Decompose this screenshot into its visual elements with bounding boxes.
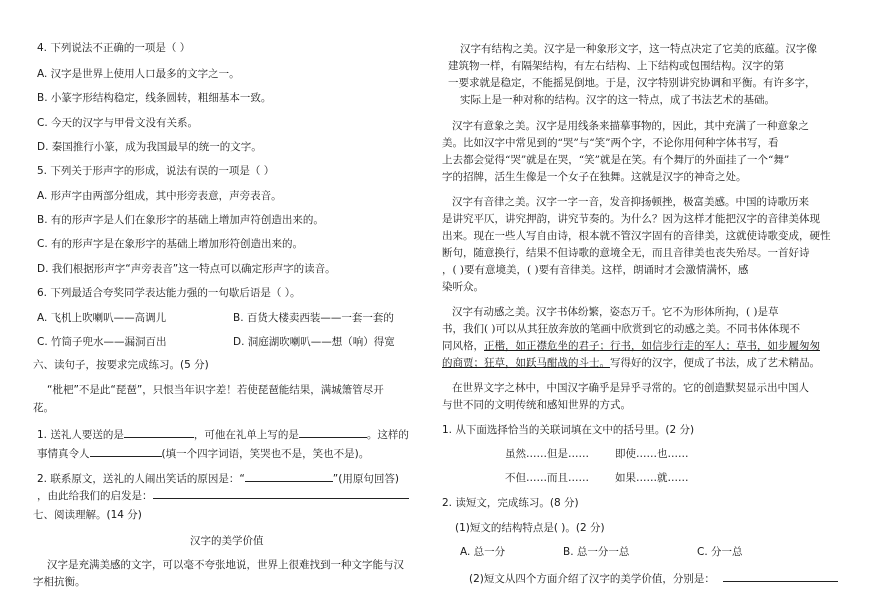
para-music-line3: 出来。现在一些人写自由诗，根本就不管汉字固有的音律美，这就使诗歌变成，硬性 bbox=[442, 230, 831, 242]
q4-option-b: B. 小篆字形结构稳定，线条圆转，粗细基本一致。 bbox=[37, 92, 272, 104]
para-motion-line1: 汉字有动感之美。汉字书体纷繁，姿态万千。它不为形体所拘，( )是草 bbox=[452, 306, 779, 318]
sec6-sentence-line2: 花。 bbox=[33, 402, 54, 414]
para-structure-line1: 汉字有结构之美。汉字是一种象形文字，这一特点决定了它美的底蕴。汉字像 bbox=[460, 43, 817, 55]
q4-stem: 4. 下列说法不正确的一项是（ ） bbox=[37, 42, 191, 54]
blank-idiom[interactable] bbox=[90, 445, 162, 457]
para-meaning-line1: 汉字有意象之美。汉字是用线条来描摹事物的，因此，其中充满了一种意象之 bbox=[452, 120, 809, 132]
para-motion-line3: 同风格，正楷，如正襟危坐的君子；行书，如信步行走的军人；草书，如步履匆匆 bbox=[442, 340, 820, 352]
blank-reason[interactable] bbox=[245, 470, 333, 482]
article-para1-line1: 汉字是充满美感的文字，可以毫不夸张地说，世界上很难找到一种文字能与汉 bbox=[47, 559, 404, 571]
word-pair-4: 如果……就…… bbox=[615, 472, 689, 484]
q6-option-a: A. 飞机上吹喇叭——高调儿 bbox=[37, 312, 167, 324]
q2-sub1: (1)短文的结构特点是( )。(2 分) bbox=[455, 522, 605, 534]
para-meaning-line2: 美。比如汉字中常见到的“哭”与“笑”两个字，不论你用何种字体书写，看 bbox=[442, 137, 779, 149]
q5-option-a: A. 形声字由两部分组成，其中形旁表意，声旁表音。 bbox=[37, 190, 282, 202]
right-column bbox=[435, 0, 860, 615]
q5-stem: 5. 下列关于形声字的形成，说法有误的一项是（ ） bbox=[37, 165, 275, 177]
section-7-title: 七、阅读理解。(14 分) bbox=[33, 509, 142, 521]
q6-option-c: C. 竹筒子兜水——漏洞百出 bbox=[37, 336, 167, 348]
q5-option-b: B. 有的形声字是人们在象形字的基础上增加声符创造出来的。 bbox=[37, 214, 324, 226]
sec6-sentence-line1: “枇杷”不是此“琵琶”，只恨当年识字差！若使琵琶能结果，满城箫管尽开 bbox=[47, 384, 384, 396]
blank-gift-intended[interactable] bbox=[124, 426, 194, 438]
blank-gift-written[interactable] bbox=[299, 426, 367, 438]
para-meaning-line3: 上去都会觉得“哭”就是在哭，“笑”就是在笑。有个舞厅的外面挂了一个“舞” bbox=[442, 154, 790, 166]
q5-option-c: C. 有的形声字是在象形字的基础上增加形符创造出来的。 bbox=[37, 238, 304, 250]
left-column bbox=[0, 0, 410, 615]
q6-option-b: B. 百货大楼卖西装——一套一套的 bbox=[233, 312, 394, 324]
q5-option-d: D. 我们根据形声字“声旁表音”这一特点可以确定形声字的读音。 bbox=[37, 263, 336, 275]
q6-option-d: D. 洞庭湖吹喇叭——想（响）得宽 bbox=[233, 336, 395, 348]
q4-option-a: A. 汉字是世界上使用人口最多的文字之一。 bbox=[37, 68, 240, 80]
para-meaning-line4: 字的招牌，活生生像是一个女子在独舞。这就是汉字的神奇之处。 bbox=[442, 171, 747, 183]
blank-four-aspects[interactable] bbox=[723, 570, 838, 582]
para-music-line2: 是讲究平仄，讲究押韵，讲究节奏的。为什么？因为这样才能把汉字的音律美体现 bbox=[442, 213, 820, 225]
para-music-line4: 断句，随意换行，结果不但诗歌的意境全无，而且音律美也丧失殆尽。一首好诗 bbox=[442, 247, 810, 259]
para-world-line1: 在世界文字之林中，中国汉字确乎是异乎寻常的。它的创造默契显示出中国人 bbox=[452, 382, 809, 394]
para-music-line5: ，( )要有意境美，( )要有音律美。这样，朗诵时才会激情满怀，感 bbox=[442, 264, 749, 276]
para-structure-line3: 一要求就是稳定，不能摇晃倒地。于是，汉字特别讲究协调和平衡。有许多字， bbox=[448, 77, 816, 89]
q2-sub1-option-b: B. 总一分一总 bbox=[563, 546, 630, 558]
article-title: 汉字的美学价值 bbox=[190, 535, 264, 547]
word-pair-3: 不但……而且…… bbox=[505, 472, 589, 484]
word-pair-1: 虽然……但是…… bbox=[505, 448, 589, 460]
q2-sub2: (2)短文从四个方面介绍了汉字的美学价值，分别是： bbox=[469, 570, 838, 586]
underlined-sentence-part2: 的商贾；狂草，如跃马酣战的斗士。 bbox=[442, 357, 610, 369]
para-structure-line4: 实际上是一种对称的结构。汉字的这一特点，成了书法艺术的基础。 bbox=[460, 94, 775, 106]
sec6-q2-line2: ，由此给我们的启发是： bbox=[37, 487, 409, 503]
q4-option-c: C. 今天的汉字与甲骨文没有关系。 bbox=[37, 117, 199, 129]
para-structure-line2: 建筑物一样，有隔架结构，有左右结构、上下结构或包围结构。汉字的第 bbox=[448, 60, 784, 72]
q2-sub1-option-a: A. 总一分 bbox=[460, 546, 506, 558]
para-world-line2: 与世不同的文明传统和感知世界的方式。 bbox=[442, 399, 631, 411]
para-motion-line4: 的商贾；狂草，如跃马酣战的斗士。写得好的汉字，便成了书法，成了艺术精品。 bbox=[442, 357, 820, 369]
q6-stem: 6. 下列最适合夸奖同学表达能力强的一句歇后语是（ ）。 bbox=[37, 287, 301, 299]
section-6-title: 六、读句子，按要求完成练习。(5 分) bbox=[33, 359, 209, 371]
underlined-sentence-part1: 正楷，如正襟危坐的君子；行书，如信步行走的军人；草书，如步履匆匆 bbox=[484, 340, 820, 352]
q4-option-d: D. 秦国推行小篆，成为我国最早的统一的文字。 bbox=[37, 141, 262, 153]
article-para1-line2: 字相抗衡。 bbox=[33, 576, 86, 588]
q1-stem: 1. 从下面选择恰当的关联词填在文中的括号里。(2 分) bbox=[442, 424, 695, 436]
para-motion-line2: 书，我们( )可以从其狂放奔放的笔画中欣赏到它的动感之美。不同书体体现不 bbox=[442, 323, 801, 335]
word-pair-2: 即使……也…… bbox=[615, 448, 689, 460]
para-music-line6: 染听众。 bbox=[442, 281, 484, 293]
blank-inspiration[interactable] bbox=[153, 487, 409, 499]
sec6-q1-line1: 1. 送礼人要送的是 ，可他在礼单上写的是 。这样的 bbox=[37, 426, 409, 442]
q2-sub1-option-c: C. 分一总 bbox=[697, 546, 743, 558]
para-music-line1: 汉字有音律之美。汉字一字一音，发音抑扬顿挫，极富美感。中国的诗歌历来 bbox=[452, 196, 809, 208]
sec6-q2-line1: 2. 联系原文，送礼的人闹出笑话的原因是：“ ”(用原句回答) bbox=[37, 470, 399, 486]
q2-stem: 2. 读短文，完成练习。(8 分) bbox=[442, 497, 579, 509]
sec6-q1-line2: 事情真令人 (填一个四字词语，笑哭也不是，笑也不是)。 bbox=[37, 445, 369, 461]
